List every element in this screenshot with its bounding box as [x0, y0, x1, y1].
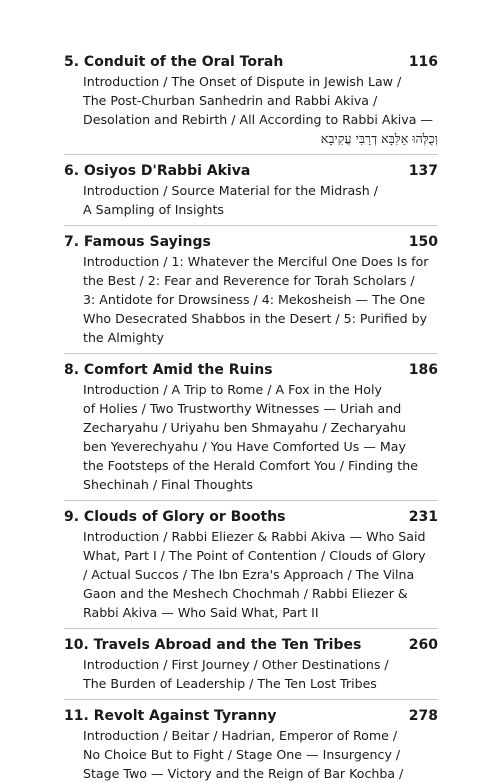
subtopic-line: Who Desecrated Shabbos in the Desert / 5: Purified by: [83, 311, 428, 326]
subtopic-line: Gaon and the Meshech Chochmah / Rabbi Eliezer &: [83, 586, 408, 601]
chapter-subtopics: [64, 380, 438, 494]
subtopic-line: The Post-Churban Sanhedrin and Rabbi Akiva /: [83, 93, 378, 108]
subtopic-line: the Footsteps of the Herald Comfort You / Finding the: [83, 458, 418, 473]
subtopic-line: the Almighty: [83, 330, 164, 345]
chapter-subtopics: [64, 72, 438, 148]
subtopic-line: Stage Two — Victory and the Reign of Bar Kochba /: [83, 766, 404, 781]
chapter-title: 8. Comfort Amid the Ruins: [64, 362, 273, 378]
page-number: 231: [408, 509, 438, 525]
subtopic-line: A Sampling of Insights: [83, 202, 224, 217]
subtopic-line: What, Part I / The Point of Contention / Clouds of Glory: [83, 548, 426, 563]
chapter-title: 5. Conduit of the Oral Torah: [64, 54, 284, 70]
toc-entry-6: [64, 161, 438, 226]
subtopic-line: Introduction / First Journey / Other Destinations /: [83, 657, 389, 672]
subtopic-line: Introduction / Beitar / Hadrian, Emperor of Rome /: [83, 728, 398, 743]
divider: [64, 154, 438, 155]
chapter-title: 6. Osiyos D'Rabbi Akiva: [64, 163, 251, 179]
subtopic-line: No Choice But to Fight / Stage One — Insurgency /: [83, 747, 401, 762]
toc-entry-5: [64, 52, 438, 155]
subtopic-line: Desolation and Rebirth / All According to Rabbi Akiva —: [83, 112, 434, 127]
toc-entry-heading: [64, 507, 438, 527]
subtopic-line: ben Yeverechyahu / You Have Comforted Us — May: [83, 439, 406, 454]
subtopic-line: of Holies / Two Trustworthy Witnesses — Uriah and: [83, 401, 402, 416]
toc-entry-heading: [64, 360, 438, 380]
page-number: 186: [408, 362, 438, 378]
toc-entry-heading: [64, 232, 438, 252]
chapter-title: 7. Famous Sayings: [64, 234, 211, 250]
chapter-subtopics: [64, 726, 438, 783]
chapter-subtopics: [64, 181, 438, 219]
toc-entry-heading: [64, 635, 438, 655]
chapter-subtopics: [64, 527, 438, 622]
toc-entry-8: [64, 360, 438, 501]
divider: [64, 500, 438, 501]
toc-entry-heading: [64, 161, 438, 181]
chapter-title: 11. Revolt Against Tyranny: [64, 708, 277, 724]
hebrew-line: וְכֻלְּהוּ אַלִּבָּא דְרַבִּי עֲקִיבָא: [320, 131, 438, 146]
table-of-contents: [64, 52, 438, 783]
toc-entry-11: [64, 706, 438, 783]
subtopic-line: the Best / 2: Fear and Reverence for Torah Scholars /: [83, 273, 415, 288]
divider: [64, 353, 438, 354]
subtopic-line: Introduction / 1: Whatever the Merciful One Does Is for: [83, 254, 429, 269]
toc-entry-9: [64, 507, 438, 629]
subtopic-line: Zecharyahu / Uriyahu ben Shmayahu / Zecharyahu: [83, 420, 406, 435]
subtopic-line: Shechinah / Final Thoughts: [83, 477, 253, 492]
subtopic-line: / Actual Succos / The Ibn Ezra's Approach / The Vilna: [83, 567, 415, 582]
subtopic-line: Introduction / A Trip to Rome / A Fox in the Holy: [83, 382, 382, 397]
subtopic-line: Introduction / Rabbi Eliezer & Rabbi Akiva — Who Said: [83, 529, 426, 544]
page-number: 137: [408, 163, 438, 179]
subtopic-line: Introduction / Source Material for the Midrash /: [83, 183, 378, 198]
page-number: 278: [408, 708, 438, 724]
divider: [64, 699, 438, 700]
subtopic-line: The Burden of Leadership / The Ten Lost Tribes: [83, 676, 377, 691]
chapter-title: 9. Clouds of Glory or Booths: [64, 509, 286, 525]
chapter-title: 10. Travels Abroad and the Ten Tribes: [64, 637, 362, 653]
page-number: 116: [408, 54, 438, 70]
toc-entry-10: [64, 635, 438, 700]
subtopic-line: Rabbi Akiva — Who Said What, Part II: [83, 605, 319, 620]
page-number: 150: [408, 234, 438, 250]
toc-entry-7: [64, 232, 438, 354]
chapter-subtopics: [64, 655, 438, 693]
divider: [64, 628, 438, 629]
toc-entry-heading: [64, 706, 438, 726]
divider: [64, 225, 438, 226]
subtopic-line: Introduction / The Onset of Dispute in Jewish Law /: [83, 74, 402, 89]
page-number: 260: [408, 637, 438, 653]
subtopic-line: 3: Antidote for Drowsiness / 4: Mekosheish — The One: [83, 292, 426, 307]
toc-entry-heading: [64, 52, 438, 72]
chapter-subtopics: [64, 252, 438, 347]
